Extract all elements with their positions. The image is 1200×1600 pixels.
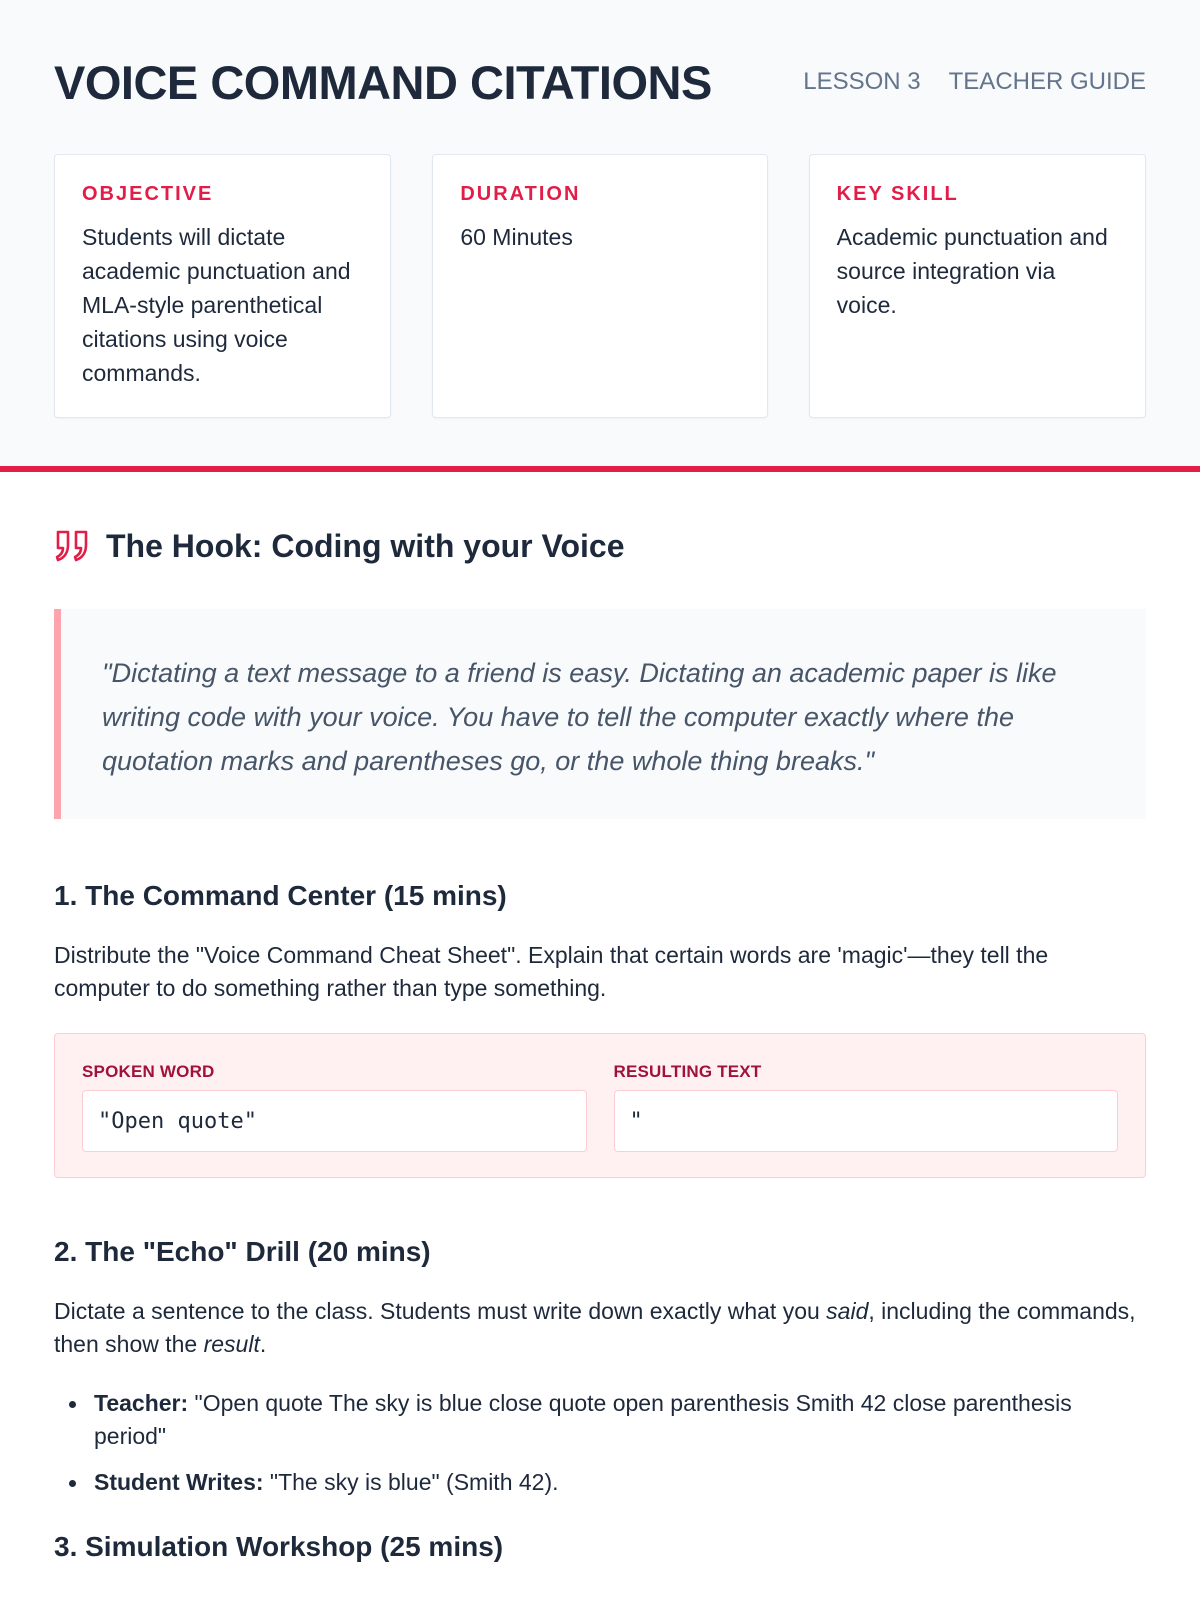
section-2-text xyxy=(54,1295,1146,1361)
bullet-text: "The sky is blue" (Smith 42). xyxy=(263,1469,559,1495)
emphasis-said: said xyxy=(826,1298,869,1324)
bullet-text: "Open quote The sky is blue close quote open parenthesis Smith 42 close parenthesis period" xyxy=(94,1390,1072,1449)
card-text: Academic punctuation and source integration via voice. xyxy=(836,224,1108,318)
section-1-title: 1. The Command Center (15 mins) xyxy=(54,880,507,911)
lesson-header xyxy=(0,0,1200,472)
emphasis-result: result xyxy=(203,1331,260,1357)
lesson-meta xyxy=(803,68,1146,96)
spoken-word-label: SPOKEN WORD xyxy=(82,1062,215,1081)
guide-type: TEACHER GUIDE xyxy=(948,68,1146,95)
text-run: , including the commands, then show the xyxy=(54,1298,1136,1357)
list-item xyxy=(54,1387,1146,1453)
bullet-label: Student Writes: xyxy=(94,1469,264,1495)
lesson-content xyxy=(0,527,1200,1563)
echo-drill-list xyxy=(54,1387,1146,1499)
bullet-label: Teacher: xyxy=(94,1390,189,1416)
text-run: . xyxy=(259,1331,267,1357)
spoken-word-field: "Open quote" xyxy=(82,1090,587,1152)
summary-cards xyxy=(54,154,1146,418)
card-label: KEY SKILL xyxy=(836,183,959,205)
hook-title: The Hook: Coding with your Voice xyxy=(106,527,625,564)
section-1-text: Distribute the "Voice Command Cheat Sheet". Explain that certain words are 'magic'—they tell the computer to do something rather than type something. xyxy=(54,942,1049,1001)
card-text: Students will dictate academic punctuation and MLA-style parenthetical citations using voice commands. xyxy=(82,224,351,386)
card-label: DURATION xyxy=(460,183,581,205)
resulting-text-field: " xyxy=(614,1090,1119,1152)
list-item xyxy=(54,1466,1146,1499)
quote-icon xyxy=(54,527,92,565)
hook-heading xyxy=(54,527,1146,565)
hook-quote-text: "Dictating a text message to a friend is easy. Dictating an academic paper is like writing code with your voice. You have to tell the computer exactly where the quotation marks and parentheses go, or the whole thing breaks." xyxy=(102,658,1057,776)
duration-card xyxy=(432,154,767,418)
text-run: Dictate a sentence to the class. Students must write down exactly what you xyxy=(54,1298,827,1324)
card-text: 60 Minutes xyxy=(460,224,573,250)
resulting-text-label: RESULTING TEXT xyxy=(613,1062,762,1081)
section-3-title: 3. Simulation Workshop (25 mins) xyxy=(54,1531,504,1562)
section-2-title: 2. The "Echo" Drill (20 mins) xyxy=(54,1236,431,1267)
title-row xyxy=(54,54,1146,112)
lesson-number: LESSON 3 xyxy=(803,68,921,95)
resulting-text-column xyxy=(614,1062,1119,1149)
command-example-box xyxy=(54,1033,1146,1178)
key-skill-card xyxy=(809,154,1146,418)
hook-quote xyxy=(54,609,1146,819)
card-label: OBJECTIVE xyxy=(82,183,214,205)
spoken-word-column xyxy=(82,1062,587,1149)
objective-card xyxy=(54,154,391,418)
page-title: VOICE COMMAND CITATIONS xyxy=(54,56,712,109)
